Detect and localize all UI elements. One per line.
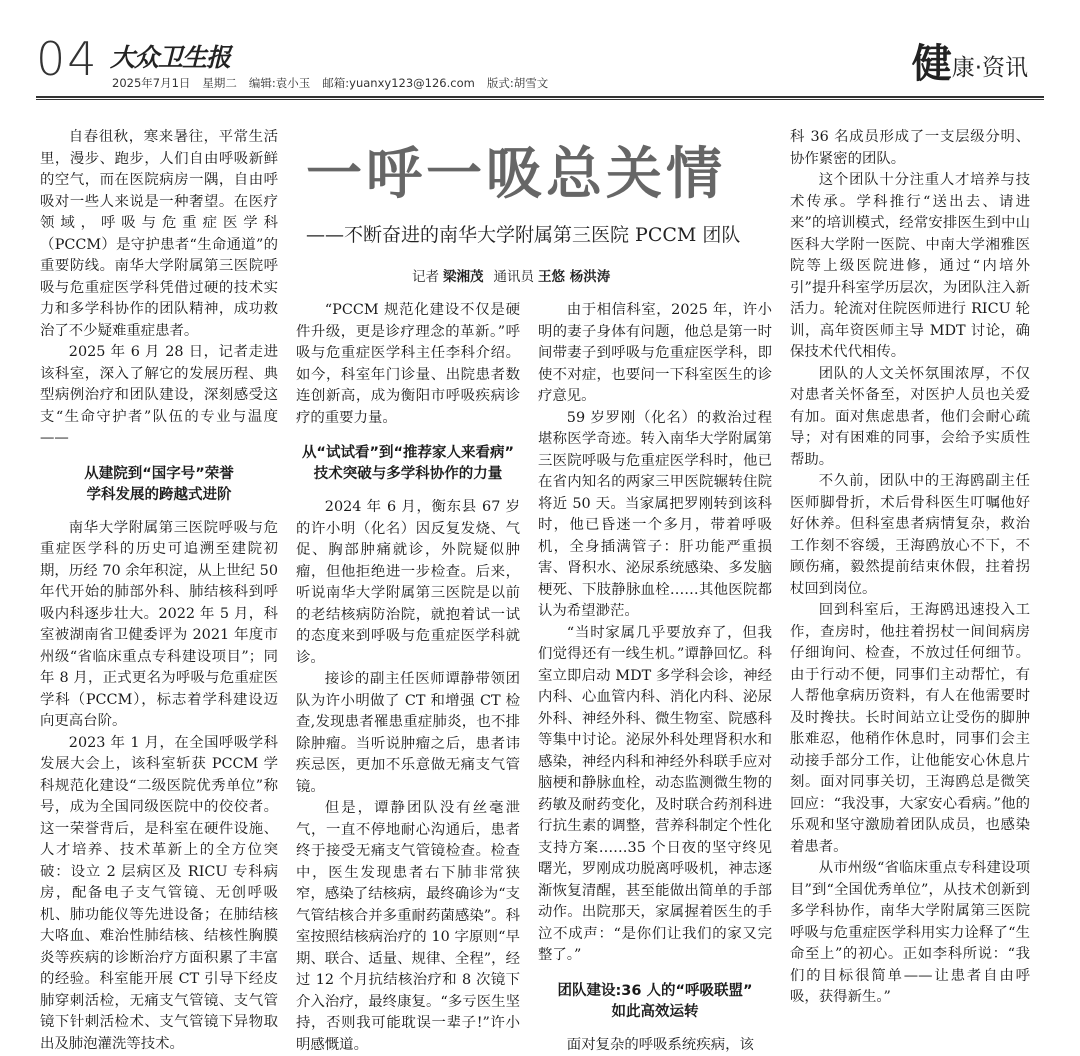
paragraph: 回到科室后，王海鸥迅速投入工作，查房时，他拄着拐杖一间间病房仔细询问、检查，不放过任何细节。由于行动不便，同事们主动帮忙，有人帮他拿病历资料，有人在他需要时及时搀扶。长时间站立让受伤的脚肿胀难忍，他稍作休息时，同事们会主动接手部分工作，让他能安心休息片刻。面对同事关切，王海鸥总是微笑回应：“我没事，大家安心看病。”他的乐观和坚守激励着团队成员，也感染着患者。 (790, 600, 1030, 858)
paragraph: 这个团队十分注重人才培养与技术传承。学科推行“送出去、请进来”的培训模式，经常安排医生到中山医科大学附一医院、中南大学湘雅医院等上级医院进修，通过“内培外引”提升科室学历层次，为团队注入新活力。轮流对住院医师进行 RICU 轮训，高年资医师主导 MDT 讨论，确保技术代代相传。 (790, 170, 1030, 364)
article-subtitle: ——不断奋进的南华大学附属第三医院 PCCM 团队 (306, 220, 776, 247)
paragraph: 面对复杂的呼吸系统疾病，该 (538, 1035, 772, 1056)
section-label-big: 健 (912, 41, 952, 87)
section-subhead (296, 443, 520, 485)
section-subhead (538, 981, 772, 1023)
paragraph-continued: 科 36 名成员形成了一支层级分明、协作紧密的团队。 (790, 127, 1030, 170)
section-label-rest: 康·资讯 (952, 55, 1028, 81)
paragraph: 59 岁罗刚（化名）的救治过程堪称医学奇迹。转入南华大学附属第三医院呼吸与危重症医学科时，他已在省内知名的两家三甲医院辗转住院将近 50 天。当家属把罗刚转到该科时，他已昏迷一个多月，带着呼吸机，全身插满管子：肝功能严重损害、肾积水、泌尿系统感染、多发脑梗死、下肢静脉血栓……其他医院都认为希望渺茫。 (538, 408, 772, 623)
paragraph: “PCCM 规范化建设不仅是硬件升级，更是诊疗理念的革新。”呼吸与危重症医学科主任李科介绍。如今，科室年门诊量、出院患者数连创新高，成为衡阳市呼吸疾病诊疗的重要力量。 (296, 300, 520, 429)
paragraph: 由于相信科室，2025 年，许小明的妻子身体有问题，他总是第一时间带妻子到呼吸与危重症医学科，即使不对症，也要问一下科室医生的诊疗意见。 (538, 300, 772, 408)
page-number: 04 (36, 36, 99, 82)
issue-weekday: 星期二 (202, 76, 237, 90)
subhead-line: 如此高效运转 (538, 1002, 772, 1023)
newspaper-logo: 大众卫生报 (110, 38, 230, 68)
paragraph: 团队的人文关怀氛围浓厚，不仅对患者关怀备至，对医护人员也关爱有加。面对焦虑患者，他们会耐心疏导；对有困难的同事，会给予实质性帮助。 (790, 364, 1030, 472)
article-headline: 一呼一吸总关情 (306, 140, 766, 210)
paragraph: 2024 年 6 月，衡东县 67 岁的许小明（化名）因反复发烧、气促、胸部肿痛就诊，外院疑似肿瘤，但他拒绝进一步检查。后来，听说南华大学附属第三医院是以前的老结核病防治院，就抱着试一试的态度来到呼吸与危重症医学科就诊。 (296, 497, 520, 669)
subhead-line: 技术突破与多学科协作的力量 (296, 464, 520, 485)
article-column-1 (40, 127, 278, 1055)
article-column-3 (538, 300, 772, 1056)
paragraph: “当时家属几乎要放弃了，但我们觉得还有一线生机。”谭静回忆。科室立即启动 MDT 多学科会诊，神经内科、心血管内科、消化内科、泌尿外科、神经外科、微生物室、院感科等集中讨论。泌尿外科处理肾积水和感染，神经内科和神经外科联手应对脑梗和静脉血栓，动态监测微生物的药敏及耐药变化，及时联合药剂科进行抗生素的调整，营养科制定个性化支持方案……35 个日夜的坚守终见曙光，罗刚成功脱离呼吸机，神志逐渐恢复清醒，甚至能做出简单的手部动作。出院那天，家属握着医生的手泣不成声：“是你们让我们的家又完整了。” (538, 623, 772, 967)
correspondent-label: 通讯员 (494, 269, 535, 285)
header-rule (36, 96, 1044, 98)
section-subhead (40, 464, 278, 506)
editor-credit: 编辑:袁小玉 (249, 76, 310, 90)
subhead-line: 从“试试看”到“推荐家人来看病” (296, 443, 520, 464)
issue-meta (112, 75, 560, 91)
article-column-4 (790, 127, 1030, 1009)
editor-email: 邮箱:yuanxy123@126.com (322, 76, 475, 90)
paragraph: 但是，谭静团队没有丝毫泄气，一直不停地耐心沟通后，患者终于接受无痛支气管镜检查。检查中，医生发现患者右下肺非常狭窄，感染了结核病，最终确诊为“支气管结核合并多重耐药菌感染”。科室按照结核病治疗的 10 字原则“早期、联合、适量、规律、全程”，经过 12 个月抗结核治疗和 8 次镜下介入治疗，最终康复。“多亏医生坚持，否则我可能耽误一辈子!”许小明感慨道。 (296, 798, 520, 1056)
layout-credit: 版式:胡雪文 (487, 76, 548, 90)
reporter-name: 梁湘茂 (443, 269, 484, 285)
reporter-label: 记者 (412, 269, 439, 285)
paragraph: 从市州级“省临床重点专科建设项目”到“全国优秀单位”，从技术创新到多学科协作，南华大学附属第三医院呼吸与危重症医学科用实力诠释了“生命至上”的初心。正如李科所说：“我们的目标很简单——让患者自由呼吸，获得新生。” (790, 858, 1030, 1009)
paragraph: 2025 年 6 月 28 日，记者走进该科室，深入了解它的发展历程、典型病例治疗和团队建设，深刻感受这支“生命守护者”队伍的专业与温度—— (40, 342, 278, 450)
article-byline (412, 265, 620, 285)
subhead-line: 团队建设:36 人的“呼吸联盟” (538, 981, 772, 1002)
issue-date: 2025年7月1日 (112, 76, 190, 90)
article-column-2 (296, 300, 520, 1056)
paragraph: 接诊的副主任医师谭静带领团队为许小明做了 CT 和增强 CT 检查,发现患者罹患重症肺炎，也不排除肿瘤。当听说肿瘤之后，患者讳疾忌医，更加不乐意做无痛支气管镜。 (296, 669, 520, 798)
header-rule-thin (36, 99, 1044, 100)
section-label (912, 44, 1028, 84)
subhead-line: 从建院到“国字号”荣誉 (40, 464, 278, 485)
paragraph: 南华大学附属第三医院呼吸与危重症医学科的历史可追溯至建院初期，历经 70 余年积淀，从上世纪 50 年代开始的肺部外科、肺结核科到呼吸内科逐步壮大。2022 年 5 月，科室被湖南省卫健委评为 2021 年度市州级“省临床重点专科建设项目”；同年 8 月，正式更名为呼吸与危重症医学科（PCCM），标志着学科建设迈向更高台阶。 (40, 518, 278, 733)
paragraph: 不久前，团队中的王海鸥副主任医师脚骨折，术后骨科医生叮嘱他好好休养。但科室患者病情复杂，救治工作刻不容缓，王海鸥放心不下，不顾伤痛，毅然提前结束休假，拄着拐杖回到岗位。 (790, 471, 1030, 600)
paragraph: 自春徂秋，寒来暑往，平常生活里，漫步、跑步，人们自由呼吸新鲜的空气，而在医院病房一隅，自由呼吸对一些人来说是一种奢望。在医疗领域，呼吸与危重症医学科（PCCM）是守护患者“生命通道”的重要防线。南华大学附属第三医院呼吸与危重症医学科凭借过硬的技术实力和多学科协作的团队精神，成功救治了不少疑难重症患者。 (40, 127, 278, 342)
correspondent-names: 王悠 杨洪涛 (538, 269, 610, 285)
paragraph: 2023 年 1 月，在全国呼吸学科发展大会上，该科室斩获 PCCM 学科规范化建设“二级医院优秀单位”称号，成为全国同级医院中的佼佼者。这一荣誉背后，是科室在硬件设施、人才培养、技术革新上的全方位突破：设立 2 层病区及 RICU 专科病房，配备电子支气管镜、无创呼吸机、肺功能仪等先进设备；在肺结核大咯血、难治性肺结核、结核性胸膜炎等疾病的诊断治疗方面积累了丰富的经验。科室能开展 CT 引导下经皮肺穿刺活检，无痛支气管镜、支气管镜下针刺活检术、支气管镜下异物取出及肺泡灌洗等技术。 (40, 733, 278, 1056)
subhead-line: 学科发展的跨越式进阶 (40, 485, 278, 506)
page-header (0, 0, 1080, 100)
